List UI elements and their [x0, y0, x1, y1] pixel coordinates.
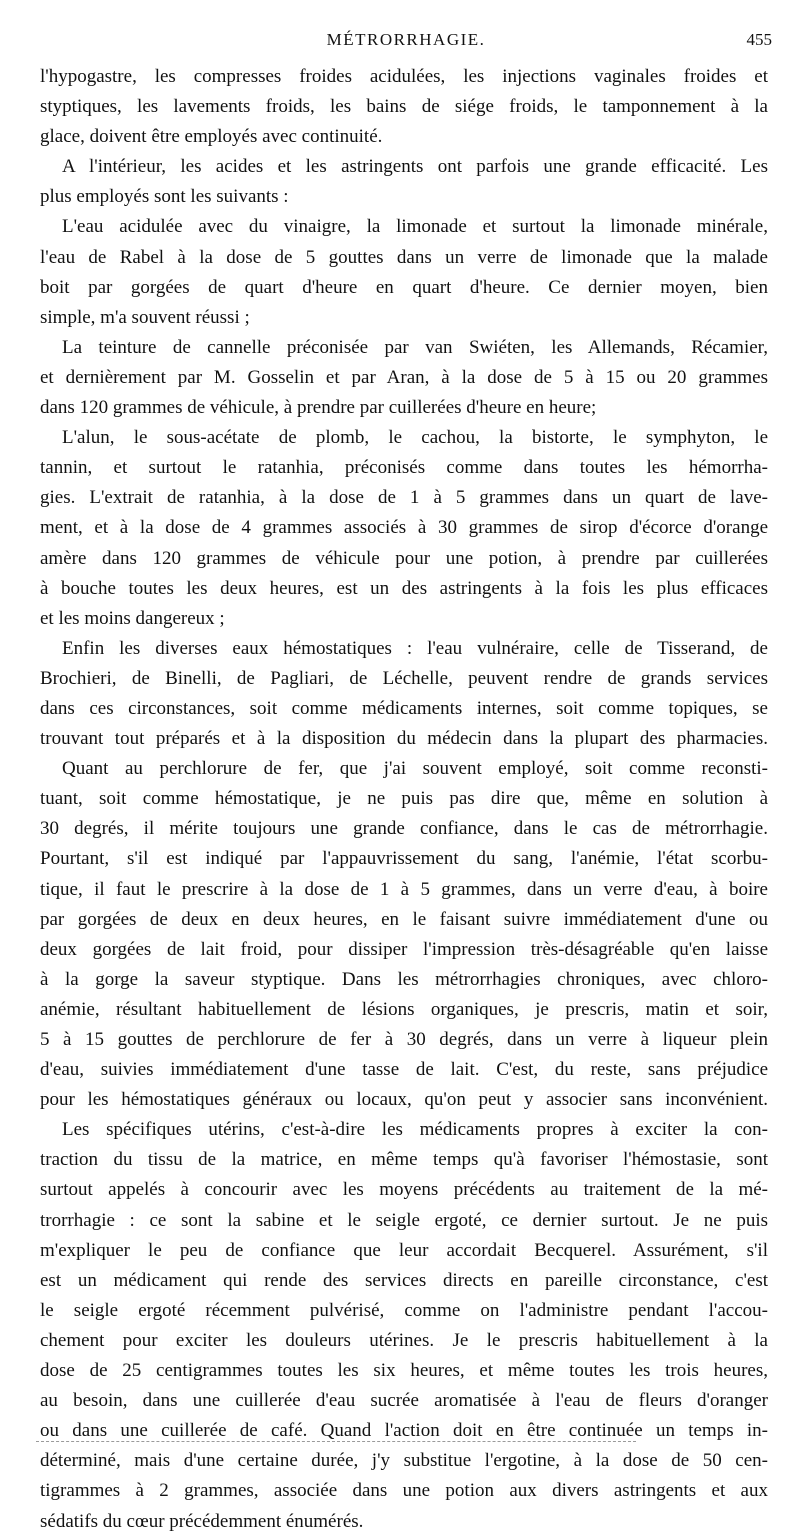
text-line: L'alun, le sous-acétate de plomb, le cachou, la bistorte, le symphyton, le [62, 427, 768, 449]
text-line: Enfin les diverses eaux hémostatiques : l'eau vulnéraire, celle de Tisserand, de [62, 637, 768, 659]
text-line: à la gorge la saveur styptique. Dans les métrorrhagies chroniques, avec chloro- [40, 968, 768, 990]
footer-rule [36, 1441, 636, 1442]
text-line: l'hypogastre, les compresses froides acidulées, les injections vaginales froides et [40, 66, 768, 87]
text-line: simple, m'a souvent réussi ; [40, 306, 250, 328]
text-line: déterminé, mais d'une certaine durée, j'y substitue l'ergotine, à la dose de 50 cen- [40, 1450, 768, 1472]
text-line: Quant au perchlorure de fer, que j'ai souvent employé, soit comme reconsti- [62, 758, 768, 780]
text-line: Brochieri, de Binelli, de Pagliari, de Léchelle, peuvent rendre de grands services [40, 667, 768, 689]
text-line: tannin, et surtout le ratanhia, préconisés comme dans toutes les hémorrha- [40, 457, 768, 479]
text-line: anémie, résultant habituellement de lésions organiques, je prescris, matin et soir, [40, 998, 768, 1020]
text-line: glace, doivent être employés avec continuité. [40, 126, 383, 148]
text-line: amère dans 120 grammes de véhicule pour une potion, à prendre par cuillerées [40, 547, 768, 569]
text-line: 5 à 15 gouttes de perchlorure de fer à 30 degrés, dans un verre à liqueur plein [40, 1029, 768, 1050]
page-number: 455 [746, 30, 772, 49]
text-line: chement pour exciter les douleurs utérines. Je le prescris habituellement à la [40, 1329, 768, 1351]
text-line: surtout appelés à concourir avec les moyens précédents au traitement de la mé- [40, 1179, 768, 1201]
text-line: à bouche toutes les deux heures, est un des astringents à la fois les plus efficaces [40, 577, 768, 599]
text-line: styptiques, les lavements froids, les bains de siége froids, le tamponnement à la [40, 96, 768, 118]
body-text [40, 62, 768, 1537]
text-line: dans 120 grammes de véhicule, à prendre par cuillerées d'heure en heure; [40, 397, 597, 419]
text-line: A l'intérieur, les acides et les astringents ont parfois une grande efficacité. Les [62, 156, 768, 178]
text-line: dans ces circonstances, soit comme médicaments internes, soit comme topiques, se [40, 697, 768, 719]
text-line: et dernièrement par M. Gosselin et par Aran, à la dose de 5 à 15 ou 20 grammes [40, 366, 768, 388]
text-line: l'eau de Rabel à la dose de 5 gouttes dans un verre de limonade que la malade [40, 246, 768, 268]
text-line: trouvant tout préparés et à la disposition du médecin dans la plupart des pharmacies. [40, 728, 768, 750]
text-line: La teinture de cannelle préconisée par van Swiéten, les Allemands, Récamier, [62, 336, 768, 358]
text-line: d'eau, suivies immédiatement d'une tasse de lait. C'est, du reste, sans préjudice [40, 1059, 768, 1081]
text-line: m'expliquer le peu de confiance que leur accordait Becquerel. Assurément, s'il [40, 1239, 768, 1261]
text-line: sédatifs du cœur précédemment énumérés. [40, 1510, 364, 1532]
text-line: tigrammes à 2 grammes, associée dans une potion aux divers astringents et aux [40, 1480, 768, 1502]
text-line: par gorgées de deux en deux heures, en le faisant suivre immédiatement d'une ou [40, 908, 768, 930]
text-line: boit par gorgées de quart d'heure en quart d'heure. Ce dernier moyen, bien [40, 276, 768, 298]
text-line: deux gorgées de lait froid, pour dissiper l'impression très-désagréable qu'en laisse [40, 938, 768, 960]
text-line: ment, et à la dose de 4 grammes associés à 30 grammes de sirop d'écorce d'orange [40, 517, 768, 539]
running-title: MÉTRORRHAGIE. [326, 30, 486, 49]
text-line: Pourtant, s'il est indiqué par l'appauvrissement du sang, l'anémie, l'état scorbu- [40, 848, 768, 870]
text-line: Les spécifiques utérins, c'est-à-dire les médicaments propres à exciter la con- [62, 1119, 768, 1141]
text-line: dose de 25 centigrammes toutes les six heures, et même toutes les trois heures, [40, 1360, 768, 1382]
text-line: plus employés sont les suivants : [40, 186, 289, 208]
page-header [40, 30, 772, 54]
text-line: gies. L'extrait de ratanhia, à la dose de 1 à 5 grammes dans un quart de lave- [40, 487, 768, 509]
text-line: L'eau acidulée avec du vinaigre, la limonade et surtout la limonade minérale, [62, 216, 768, 238]
text-line: pour les hémostatiques généraux ou locaux, qu'on peut y associer sans inconvénient. [40, 1089, 768, 1111]
text-line: ou dans une cuillerée de café. Quand l'action doit en être continuée un temps in- [40, 1420, 768, 1442]
text-line: au besoin, dans une cuillerée d'eau sucrée aromatisée à l'eau de fleurs d'oranger [40, 1390, 768, 1412]
text-line: tuant, soit comme hémostatique, je ne puis pas dire que, même en solution à [40, 788, 768, 810]
text-line: est un médicament qui rende des services directs en pareille circonstance, c'est [40, 1269, 768, 1291]
text-line: le seigle ergoté récemment pulvérisé, comme on l'administre pendant l'accou- [40, 1299, 768, 1321]
text-line: 30 degrés, il mérite toujours une grande confiance, dans le cas de métrorrhagie. [40, 818, 768, 840]
text-line: traction du tissu de la matrice, en même temps qu'à favoriser l'hémostasie, sont [40, 1149, 768, 1171]
text-line: trorrhagie : ce sont la sabine et le seigle ergoté, ce dernier surtout. Je ne puis [40, 1209, 768, 1231]
text-line: et les moins dangereux ; [40, 607, 225, 629]
text-line: tique, il faut le prescrire à la dose de 1 à 5 grammes, dans un verre d'eau, à boire [40, 878, 768, 900]
